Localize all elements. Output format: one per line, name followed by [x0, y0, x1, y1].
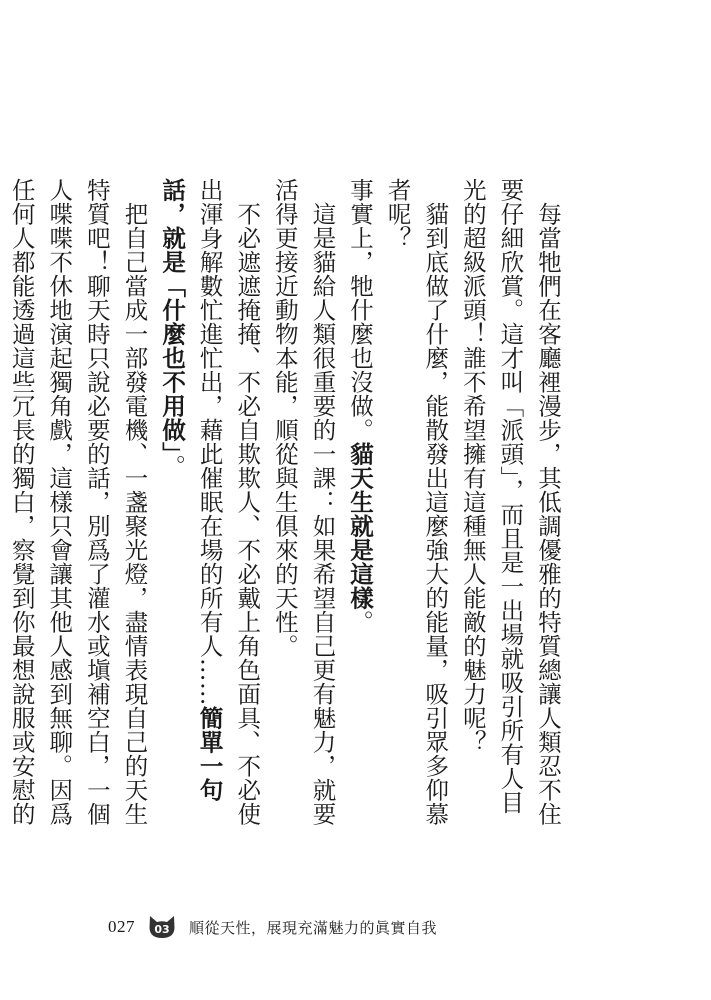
emphasis-text: 簡單一句話，就是「什麼也不用做」: [158, 178, 224, 802]
page-number: 027: [108, 917, 135, 936]
paragraph-text: 不必遮遮掩掩、不必自欺欺人、不必戴上角色面具、不必使出渾身解數忙進忙出，藉此催眠在場的所有人……: [195, 178, 262, 826]
paragraph-text: 每當牠們在客廳裡漫步，其低調優雅的特質總讓人類忍不住要仔細欣賞。這才叫「派頭」，而且是一出場就吸引所有人目光的超級派頭！誰不希望擁有這種無人能敵的魅力呢？: [458, 178, 562, 826]
chapter-number: 03: [154, 923, 170, 936]
paragraph-text: 把自己當成一部發電機、一盞聚光燈，盡情表現自己的天生特質吧！聊天時只說必要的話，別爲了灌水或塡補空白，一個人喋喋不休地演起獨角戲，這樣只會讓其他人感到無聊。因爲任何人都能透過這些冗長的獨白，察覺到你最想說服或安慰的: [7, 178, 149, 826]
emphasis-text: 貓天生就是這樣: [346, 442, 375, 610]
body-text: [0, 178, 566, 838]
paragraph-3: [340, 178, 378, 838]
paragraph-text: 貓到底做了什麼，能散發出這麼強大的能量，吸引眾多仰慕者呢？: [383, 178, 450, 826]
paragraph-text: 。: [346, 610, 375, 634]
paragraph-1: [453, 178, 566, 838]
paragraph-text: 這是貓給人類很重要的一課：如果希望自己更有魅力，就要活得更接近動物本能，順從與生俱來的天性。: [270, 178, 337, 826]
paragraph-text: 。: [158, 454, 187, 479]
chapter-title: 順從天性，展現充滿魅力的眞實自我: [189, 918, 438, 937]
paragraph-5: [152, 178, 265, 838]
cat-head-icon: [147, 914, 177, 940]
paragraph-6: [0, 178, 152, 838]
paragraph-text: 事實上，牠什麼也沒做。: [346, 178, 375, 442]
paragraph-4: [265, 178, 340, 838]
page-footer: [108, 914, 437, 940]
paragraph-2: [378, 178, 453, 838]
